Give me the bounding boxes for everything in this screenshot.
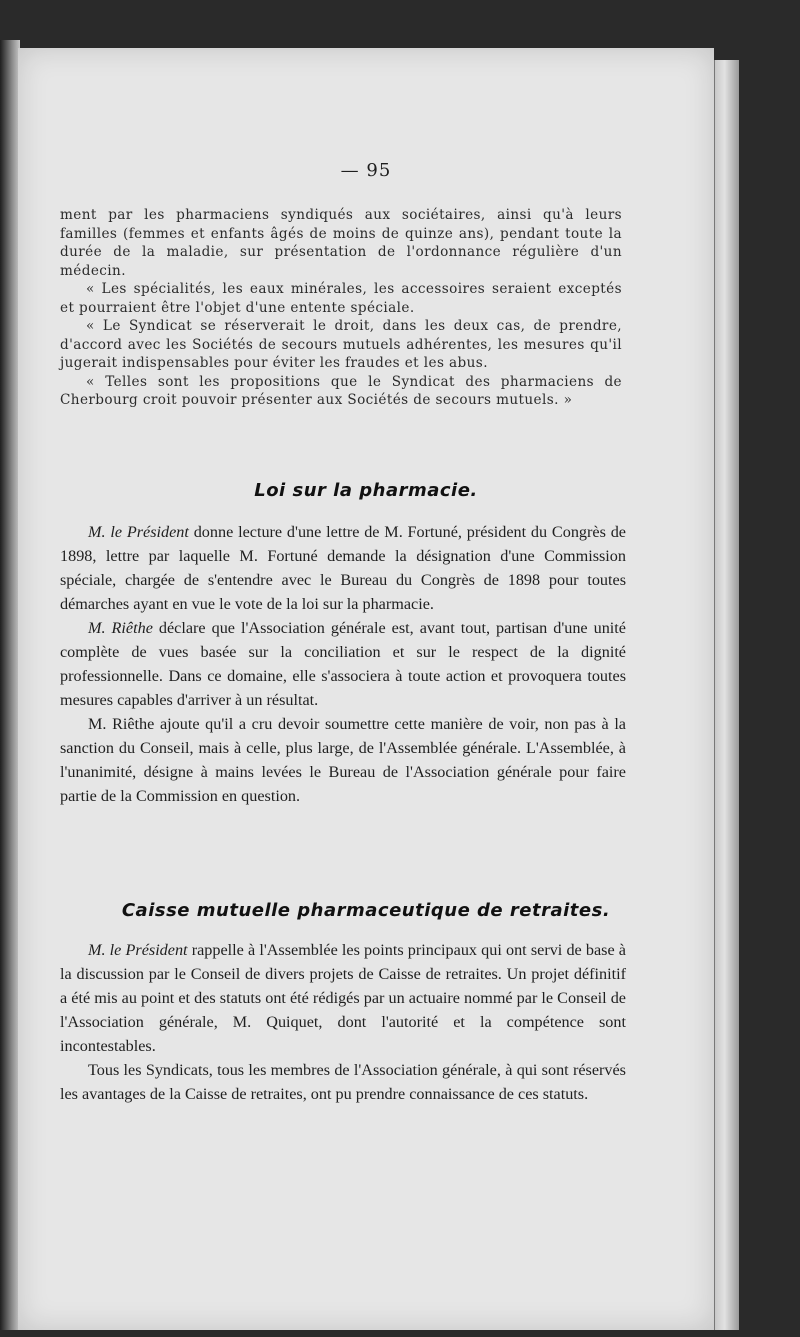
paragraph: [60, 616, 626, 712]
book-page: [18, 48, 714, 1330]
book-right-edge: [714, 60, 739, 1330]
speaker: M. Riêthe: [88, 619, 153, 637]
section-caisse-body: [60, 938, 626, 1106]
quoted-proposal-text: [60, 206, 622, 410]
section-loi-body: [60, 520, 626, 808]
section-heading-loi: Loi sur la pharmacie.: [254, 480, 478, 501]
paragraph: M. Riêthe ajoute qu'il a cru devoir soumettre cette manière de voir, non pas à la sanction du Conseil, mais à celle, plus large, de l'Assemblée générale. L'Assemblée, à l'unanimité, désigne à mains levées le Bureau de l'Association générale pour faire partie de la Commission en question.: [60, 715, 626, 805]
paragraph-text: donne lecture d'une lettre de M. Fortuné, président du Congrès de 1898, lettre par laquelle M. Fortuné demande la désignation d'une Commission spéciale, chargée de s'entendre avec le Bureau du Congrès de 1898 pour toutes démarches ayant en vue le vote de la loi sur la pharmacie.: [60, 523, 626, 613]
paragraph: [60, 938, 626, 1058]
paragraph: « Les spécialités, les eaux minérales, les accessoires seraient exceptés et pourraient être l'objet d'une entente spéciale.: [60, 281, 622, 316]
paragraph: « Telles sont les propositions que le Syndicat des pharmaciens de Cherbourg croit pouvoir présenter aux Sociétés de secours mutuels. »: [60, 373, 622, 408]
paragraph: Tous les Syndicats, tous les membres de l'Association générale, à qui sont réservés les avantages de la Caisse de retraites, ont pu prendre connaissance de ces statuts.: [60, 1061, 626, 1103]
speaker: M. le Président: [88, 523, 189, 541]
book-left-edge: [0, 40, 20, 1330]
paragraph: ment par les pharmaciens syndiqués aux sociétaires, ainsi qu'à leurs familles (femmes et enfants âgés de moins de quinze ans), pendant toute la durée de la maladie, sur présentation de l'ordonnance régulière d'un médecin.: [60, 207, 622, 279]
paragraph: « Le Syndicat se réserverait le droit, dans les deux cas, de prendre, d'accord avec les Sociétés de secours mutuels adhérentes, les mesures qu'il jugerait indispensables pour éviter les fraudes et les abus.: [60, 318, 622, 371]
section-heading-caisse: Caisse mutuelle pharmaceutique de retraites.: [121, 900, 611, 921]
paragraph-text: rappelle à l'Assemblée les points principaux qui ont servi de base à la discussion par le Conseil de divers projets de Caisse de retraites. Un projet définitif a été mis au point et des statuts ont été rédigés par un actuaire nommé par le Conseil de l'Association générale, M. Quiquet, dont l'autorité et la compétence sont incontestables.: [60, 941, 626, 1055]
speaker: M. le Président: [88, 941, 188, 959]
page-number: — 95: [340, 160, 392, 181]
paragraph: [60, 520, 626, 616]
paragraph-text: déclare que l'Association générale est, avant tout, partisan d'une unité complète de vues basée sur la conciliation et sur le respect de la dignité professionnelle. Dans ce domaine, elle s'associera à toute action et provoquera toutes mesures capables d'arriver à un résultat.: [60, 619, 626, 709]
